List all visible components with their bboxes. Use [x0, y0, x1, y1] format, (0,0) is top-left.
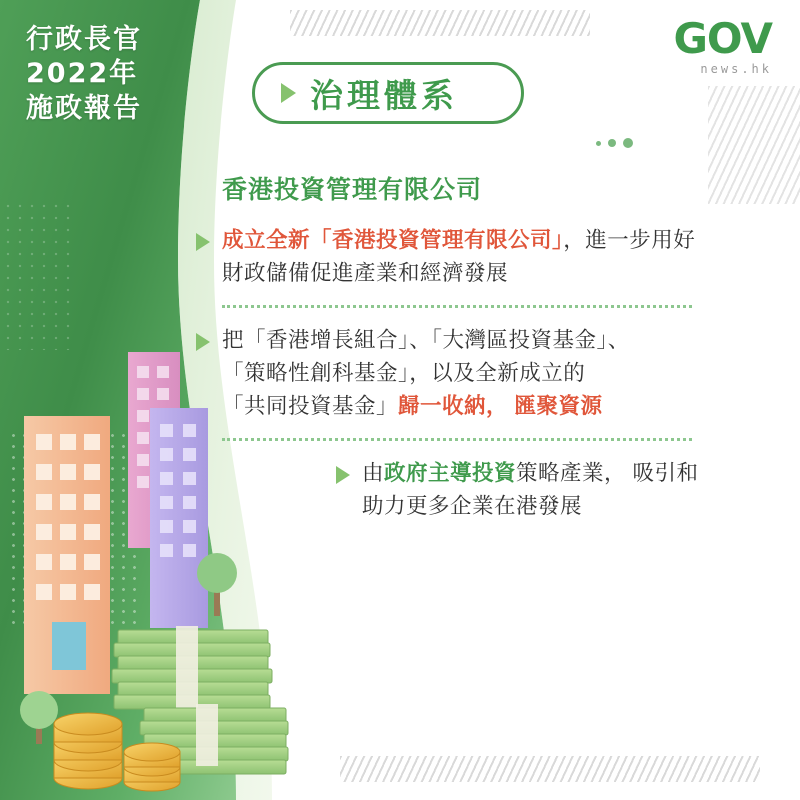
- gov-news-logo[interactable]: [673, 14, 772, 76]
- divider-1: [222, 305, 692, 308]
- dot-pattern-upper: [2, 200, 72, 350]
- page-title: [26, 22, 206, 126]
- bullet-item-3: [336, 457, 776, 522]
- bullet-3-highlight: 政府主導投資: [384, 461, 517, 486]
- building-purple: [150, 408, 208, 628]
- bullet-3-line1b: 策略產業， 吸引和: [516, 461, 699, 486]
- bullet-2-highlight: 歸一收納， 匯聚資源: [398, 393, 603, 418]
- play-triangle-icon: [196, 233, 210, 251]
- title-line-1: 行政長官: [26, 24, 142, 54]
- bullet-1-highlight: 成立全新「香港投資管理有限公司」: [222, 228, 564, 252]
- bullet-1-rest: ，進一步用好: [563, 228, 696, 252]
- hatch-decoration-bottom: [340, 756, 760, 782]
- bullet-2-line2: 「策略性創科基金」，以及全新成立的: [222, 361, 586, 386]
- title-line-3: 施政報告: [26, 93, 142, 124]
- money-stack-main: [112, 626, 272, 714]
- chapter-banner: [252, 62, 524, 124]
- coin-stack-right: [124, 743, 180, 791]
- dot-large: [623, 138, 633, 148]
- bullet-text-3: [362, 457, 762, 522]
- bullet-text-1: [222, 224, 695, 289]
- chapter-label: 治理體系: [310, 76, 458, 114]
- bullet-2-line1: 把「香港增長組合」、「大灣區投資基金」、: [222, 328, 630, 353]
- section-heading: 香港投資管理有限公司: [222, 176, 483, 204]
- title-line-2: 2022年: [26, 57, 139, 89]
- bullet-3-line1a: 由: [362, 461, 385, 486]
- tree-left: [20, 691, 58, 744]
- logo-newshk-text: news.hk: [700, 62, 772, 76]
- bullet-1-line2: 財政儲備促進產業和經濟發展: [222, 260, 509, 285]
- bullet-3-line2: 助力更多企業在港發展: [362, 494, 583, 519]
- logo-gov-text: GOV: [673, 14, 772, 63]
- coin-stack-left: [54, 713, 122, 789]
- dots-decoration: [596, 138, 633, 148]
- dot-medium: [608, 139, 616, 147]
- bullet-item-1: [196, 224, 776, 289]
- dot-small: [596, 141, 601, 146]
- bullet-2-line3a: 「共同投資基金」: [222, 393, 399, 418]
- play-triangle-icon: [281, 83, 296, 103]
- building-orange: [24, 416, 110, 694]
- buildings-money-coins-illustration: [0, 330, 360, 800]
